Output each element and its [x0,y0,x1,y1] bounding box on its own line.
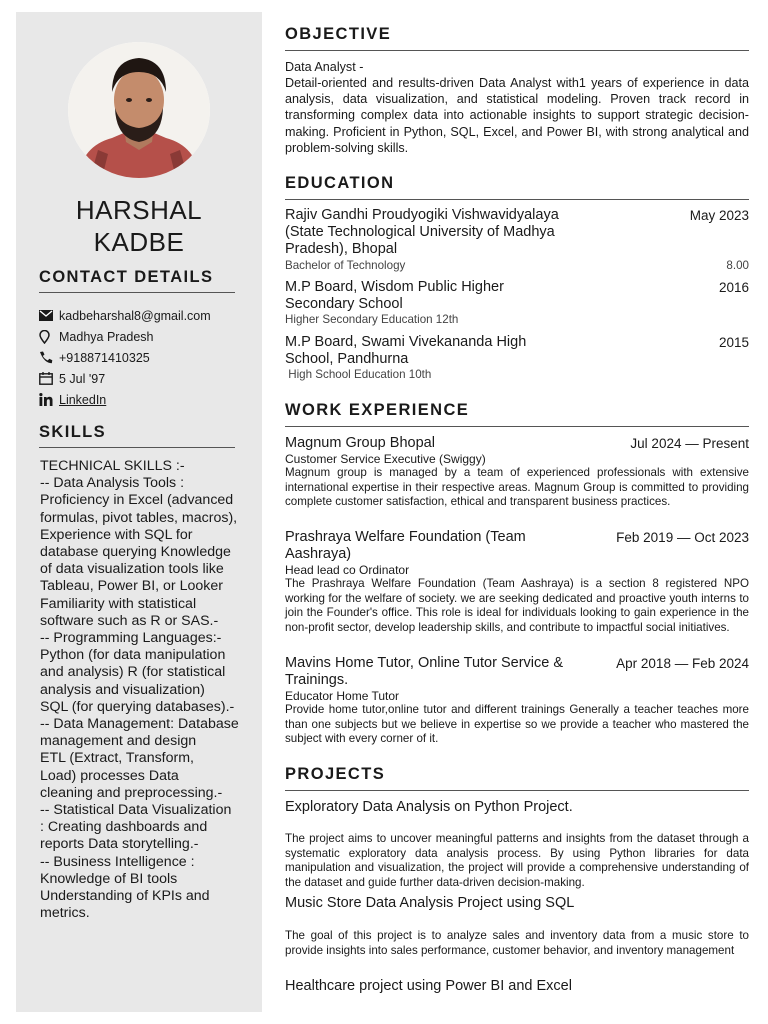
skills-line: of data visualization tools like [40,561,224,578]
contact-list [39,305,249,410]
contact-birthdate-text: 5 Jul '97 [59,371,106,386]
work-experience-heading: WORK EXPERIENCE [285,401,749,427]
linkedin-icon [39,393,59,406]
education-entry [285,279,749,313]
linkedin-link[interactable]: LinkedIn [59,392,107,407]
education-date: 2016 [718,280,749,295]
work-date: Apr 2018 — Feb 2024 [616,656,749,671]
skills-line: -- Programming Languages:- [40,630,222,647]
location-pin-icon [39,330,59,344]
education-score: 8.00 [726,259,749,272]
skills-line: -- Statistical Data Visualization [40,802,232,819]
education-school: M.P Board, Wisdom Public Higher Secondary School [285,279,504,313]
education-entry [285,334,749,368]
contact-location [39,326,249,347]
skills-line: Python (for data manipulation [40,647,226,664]
education-degree-row [285,313,749,327]
phone-icon [39,351,59,364]
skills-list [40,458,260,922]
project-title: Healthcare project using Power BI and Excel [285,978,572,994]
contact-linkedin[interactable] [39,389,249,410]
work-entry [285,529,749,563]
work-role: Customer Service Executive (Swiggy) [285,452,486,466]
project-description: The goal of this project is to analyze sales and inventory data from a music store to provide insights into sales performance, customer behavior, and inventory management [285,929,749,957]
skills-line: Knowledge of BI tools [40,870,178,887]
profile-photo [68,42,210,178]
work-role: Educator Home Tutor [285,689,400,703]
contact-phone-text: +918871410325 [59,350,150,365]
skills-heading: SKILLS [39,423,235,448]
name-last: KADBE [93,227,185,257]
objective-title: Data Analyst - [285,60,364,74]
skills-line: Proficiency in Excel (advanced [40,492,234,509]
work-role: Head lead co Ordinator [285,563,410,577]
skills-line: -- Data Analysis Tools : [40,475,185,492]
calendar-icon [39,372,59,385]
skills-line: and analysis) R (for statistical [40,664,226,681]
contact-email[interactable] [39,305,249,326]
work-date: Jul 2024 — Present [630,436,749,451]
contact-phone[interactable] [39,347,249,368]
contact-details-heading: CONTACT DETAILS [39,268,235,293]
skills-line: Load) processes Data [40,767,179,784]
project-description: The project aims to uncover meaningful patterns and insights from the dataset through a systematic exploratory data analysis process. By using Python libraries for data manipulation and visualization, the project will provide a comprehensive understanding of the dataset and guide further data-driven decision-making. [285,832,749,889]
candidate-name [16,194,262,258]
work-company: Magnum Group Bhopal [285,435,435,451]
skills-line: : Creating dashboards and [40,819,208,836]
skills-line: reports Data storytelling.- [40,836,199,853]
skills-line: Understanding of KPIs and [40,888,210,905]
skills-line: formulas, pivot tables, macros), [40,509,238,526]
work-entry [285,435,749,452]
skills-line: Familiarity with statistical [40,595,197,612]
skills-line: SQL (for querying databases).- [40,698,235,715]
work-entry [285,655,749,689]
skills-line: cleaning and preprocessing.- [40,784,223,801]
contact-email-text: kadbeharshal8@gmail.com [59,308,211,323]
education-heading: EDUCATION [285,174,749,200]
work-date: Feb 2019 — Oct 2023 [616,530,749,545]
skills-line: -- Business Intelligence : [40,853,195,870]
skills-line: -- Data Management: Database [40,716,239,733]
work-description: Magnum group is managed by a team of experienced professionals with extensive international expertise in their respective areas. Magnum Group is committed to providing complete customer satisfaction, ethical and transparent business practices. [285,466,749,509]
envelope-icon [39,310,59,321]
contact-birthdate [39,368,249,389]
education-degree-row [285,259,749,273]
skills-line: software such as R or SAS.- [40,612,219,629]
skills-line: TECHNICAL SKILLS :- [40,458,185,474]
skills-line: Tableau, Power BI, or Looker [40,578,223,595]
education-date: 2015 [718,335,749,350]
education-entry [285,207,749,259]
name-first: HARSHAL [75,195,203,225]
sidebar [16,12,262,1012]
education-date: May 2023 [689,208,749,223]
education-degree: High School Education 10th [285,368,432,381]
skills-line: analysis and visualization) [40,681,205,698]
education-degree: Bachelor of Technology [285,259,406,272]
work-company: Prashraya Welfare Foundation (Team Aashraya) [285,529,526,563]
education-school: M.P Board, Swami Vivekananda High School, Pandhurna [285,334,527,368]
objective-heading: OBJECTIVE [285,25,749,51]
education-degree: Higher Secondary Education 12th [285,313,459,326]
skills-line: Experience with SQL for [40,526,193,543]
project-title: Exploratory Data Analysis on Python Project. [285,799,573,815]
skills-line: database querying Knowledge [40,544,231,561]
work-company: Mavins Home Tutor, Online Tutor Service & Trainings. [285,655,564,689]
work-description: Provide home tutor,online tutor and different trainings Generally a teacher teaches more than one subjects but we believe in expertise so we provide a teacher who mastered the subject with every corner of it. [285,703,749,746]
education-school: Rajiv Gandhi Proudyogiki Vishwavidyalaya (State Technological University of Madhya Pradesh), Bhopal [285,207,559,258]
skills-line: management and design [40,733,197,750]
work-description: The Prashraya Welfare Foundation (Team Aashraya) is a section 8 registered NPO working for the welfare of society. we are seeking dedicated and proactive youth interns to join the Founder's office. This role is ideal for individuals looking to gain experience in the non-profit sector, develop leadership skills, and contribute to impactful social initiatives. [285,577,749,634]
objective-text: Detail-oriented and results-driven Data Analyst with1 years of experience in data analysis, data visualization, and statistical modeling. Proven track record in transforming complex data into actionable insights to support strategic decision-making. Proficient in Python, SQL, Excel, and Power BI, with strong analytical and problem-solving skills. [285,76,749,155]
education-degree-row [285,368,749,382]
skills-line: metrics. [40,905,90,922]
project-title: Music Store Data Analysis Project using SQL [285,895,575,911]
profile-photo-image [68,42,210,178]
contact-location-text: Madhya Pradesh [59,329,154,344]
projects-heading: PROJECTS [285,765,749,791]
skills-line: ETL (Extract, Transform, [40,750,194,767]
